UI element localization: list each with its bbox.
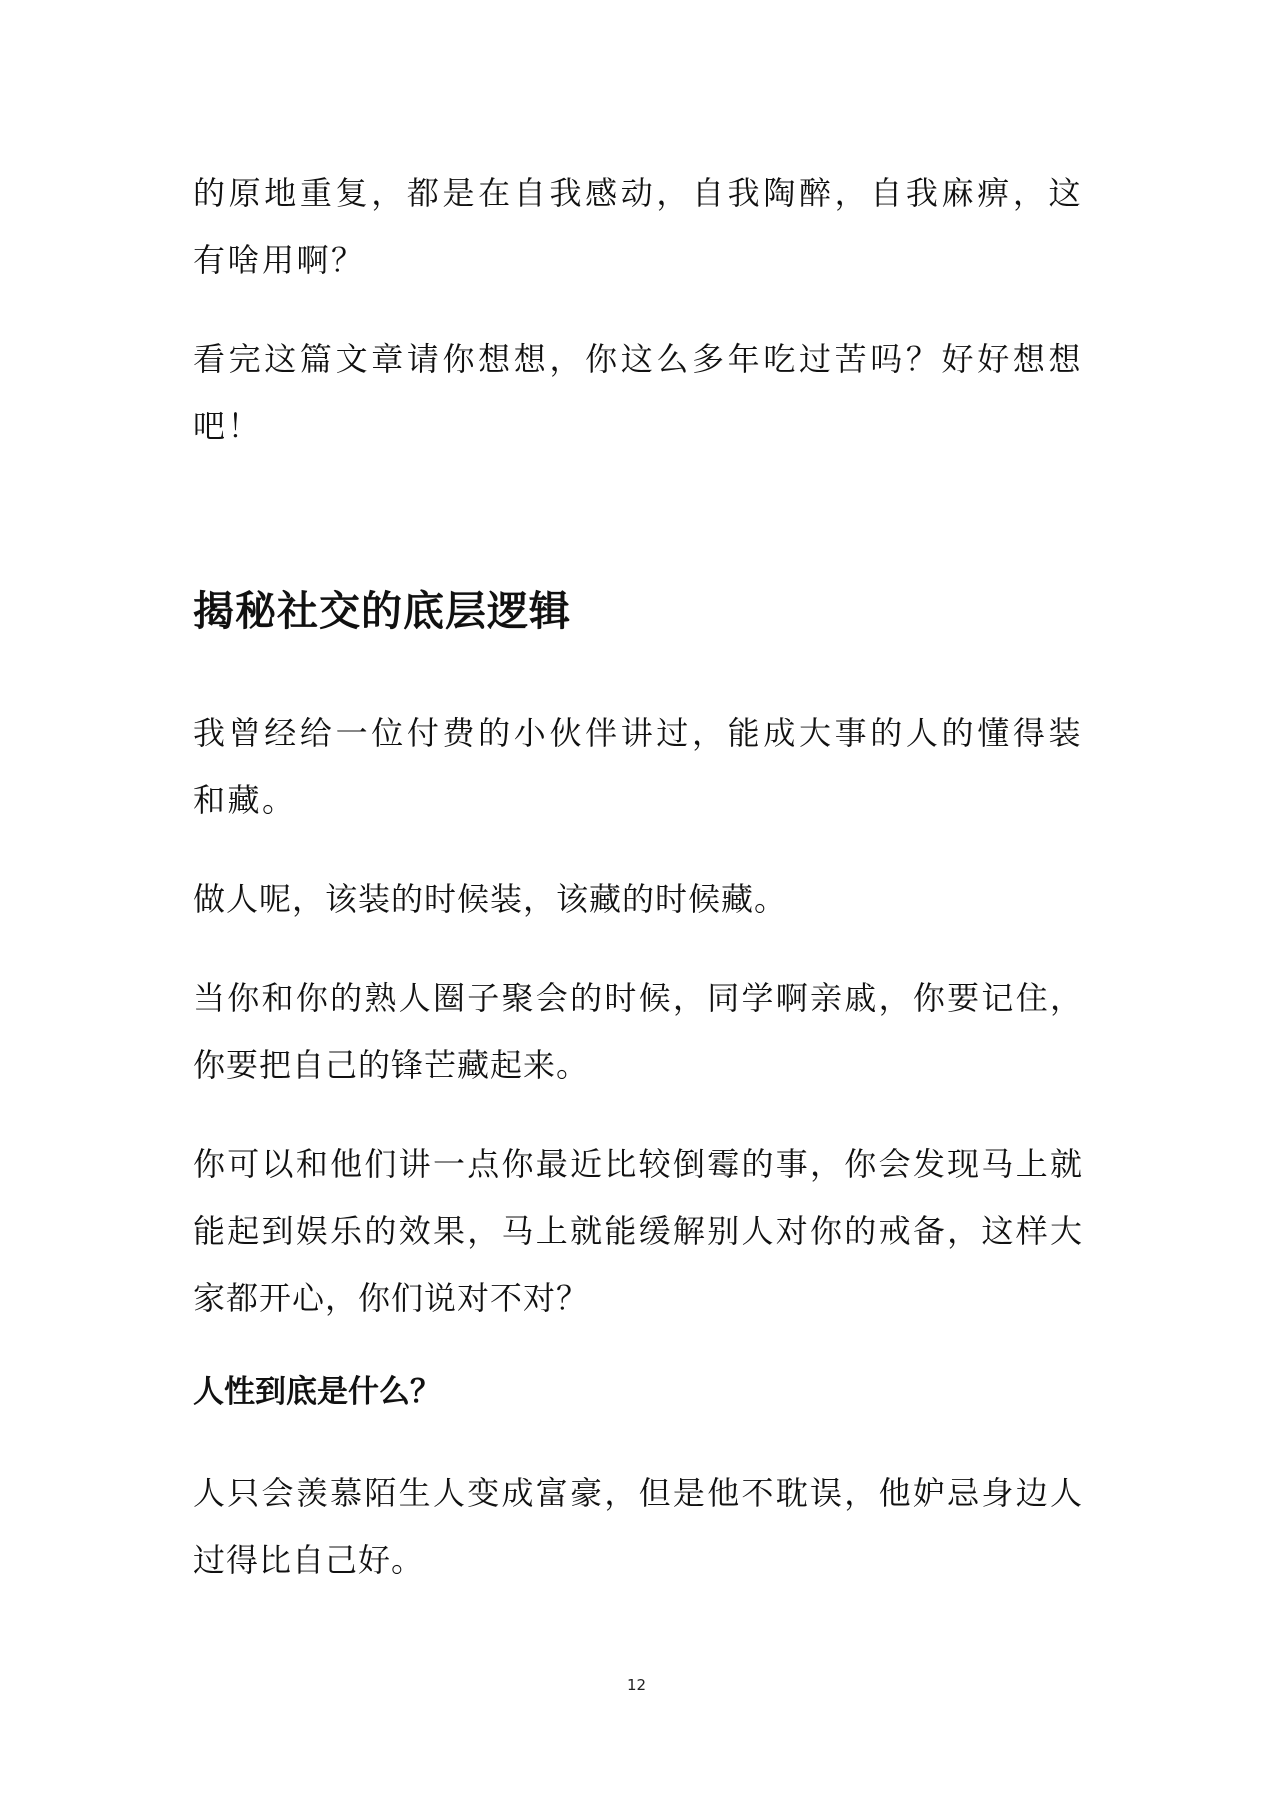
paragraph-pretend-and-hide: 我曾经给一位付费的小伙伴讲过，能成大事的人的懂得装和藏。 [193, 714, 1083, 819]
paragraph-gatherings: 当你和你的熟人圈子聚会的时候，同学啊亲戚，你要记住，你要把自己的锋芒藏起来。 [193, 979, 1083, 1084]
paragraph-envy: 人只会羡慕陌生人变成富豪，但是他不耽误，他妒忌身边人过得比自己好。 [193, 1474, 1083, 1579]
paragraph-behave: 做人呢，该装的时候装，该藏的时候藏。 [193, 880, 788, 918]
page-number: 12 [626, 1676, 647, 1694]
paragraph-self-indulgence: 的原地重复，都是在自我感动，自我陶醉，自我麻痹，这有啥用啊？ [193, 174, 1083, 279]
paragraph-reflection: 看完这篇文章请你想想，你这么多年吃过苦吗？好好想想吧！ [193, 340, 1083, 445]
section-title: 揭秘社交的底层逻辑 [193, 587, 571, 635]
subheading-human-nature: 人性到底是什么？ [193, 1374, 441, 1410]
page-content [193, 160, 1083, 1626]
paragraph-bad-luck: 你可以和他们讲一点你最近比较倒霉的事，你会发现马上就能起到娱乐的效果，马上就能缓解别人对你的戒备，这样大家都开心，你们说对不对？ [193, 1145, 1083, 1317]
